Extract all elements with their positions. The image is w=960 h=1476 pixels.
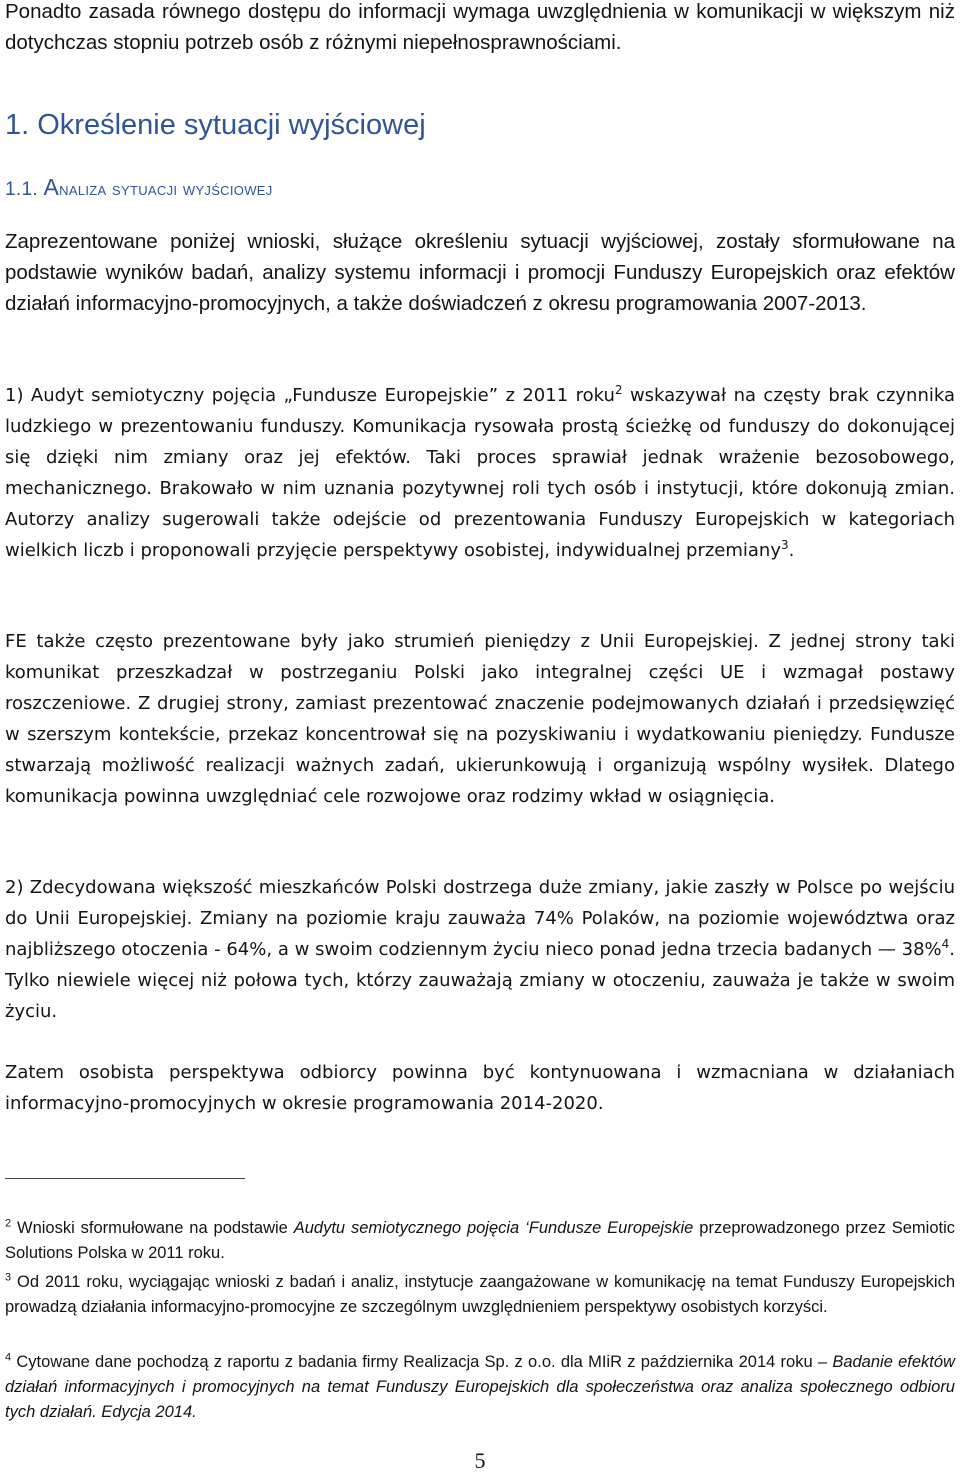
paragraph-money-stream: FE także często prezentowane były jako strumień pieniędzy z Unii Europejskiej. Z jednej strony taki komunikat przeszkadzał w postrzeganiu Polski jako integralnej części UE i wzmagał postawy roszczeniowe. Z drugiej strony, zamiast prezentować znaczenie podejmowanych działań i przedsięwzięć w szerszym kontekście, przekaz koncentrował się na pozyskiwaniu i wydatkowaniu pieniędzy. Fundusze stwarzają możliwość realizacji ważnych zadań, ukierunkowują i organizują wspólny wysiłek. Dlatego komunikacja powinna uwzględniać cele rozwojowe oraz rodzimy wkład w osiągnięcia. — [5, 631, 955, 807]
footnote-4 — [5, 1350, 955, 1425]
page-number: 5 — [474, 1448, 486, 1473]
subsection-lead-letter: A — [43, 174, 60, 200]
footnote-3 — [5, 1270, 955, 1320]
footnote-ref-2: 2 — [614, 383, 623, 397]
subsection-heading — [5, 174, 273, 201]
footnote-separator — [5, 1178, 245, 1179]
paragraph-changes-part-a: 2) Zdecydowana większość mieszkańców Polski dostrzega duże zmiany, jakie zaszły w Polsce po wejściu do Unii Europejskiej. Zmiany na poziomie kraju zauważa 74% Polaków, na poziomie województwa oraz najbliższego otoczenia - 64%, a w swoim codziennym życiu nieco ponad jedna trzecia badanych — 38% — [5, 877, 955, 960]
paragraph-audit-part-a: 1) Audyt semiotyczny pojęcia „Fundusze Europejskie” z 2011 roku — [5, 385, 615, 406]
paragraph-changes — [5, 872, 955, 1027]
subsection-number: 1.1. — [5, 179, 38, 200]
paragraph-changes-part-b: . Tylko niewiele więcej niż połowa tych, którzy zauważają zmiany w otoczeniu, zauważa je także w swoim życiu. — [5, 939, 955, 1022]
footnote-2-text-b: przeprowadzonego przez Semiotic Solutions Polska w 2011 roku. — [5, 1219, 956, 1262]
footnote-2 — [5, 1216, 955, 1266]
footnote-4-text: Cytowane dane pochodzą z raportu z badania firmy Realizacja Sp. z o.o. dla MIiR z października 2014 roku – — [11, 1353, 833, 1371]
footnote-2-title: Audytu semiotycznego pojęcia ‘Fundusze Europejskie — [293, 1219, 694, 1237]
footnote-ref-3: 3 — [781, 538, 789, 552]
intro-paragraph: Ponadto zasada równego dostępu do informacji wymaga uwzględnienia w komunikacji w większym niż dotychczas stopniu potrzeb osób z różnymi niepełnosprawnościami. — [5, 0, 955, 54]
section-heading: 1. Określenie sytuacji wyjściowej — [5, 109, 426, 141]
paragraph-audit-part-b: wskazywał na częsty brak czynnika ludzkiego w prezentowaniu funduszy. Komunikacja rysowała prostą ścieżkę od funduszy do dokonującej się dzięki nim zmiany oraz jej efektów. Taki proces sprawiał jednak wrażenie bezosobowego, mechanicznego. Brakowało w nim uznania pozytywnej roli tych osób i instytucji, które dokonują zmian. Autorzy analizy sugerowali także odejście od prezentowania Funduszy Europejskich w kategoriach wielkich liczb i proponowali przyjęcie perspektywy osobistej, indywidualnej przemiany — [5, 385, 955, 561]
paragraph-audit — [5, 380, 955, 566]
footnote-3-number: 3 — [5, 1271, 12, 1284]
footnote-4-number: 4 — [5, 1351, 12, 1364]
footnote-ref-4: 4 — [941, 937, 950, 951]
footnote-3-text: Od 2011 roku, wyciągając wnioski z badań i analiz, instytucje zaangażowane w komunikację na temat Funduszy Europejskich prowadzą działania informacyjno-promocyjne ze szczególnym uwzględnieniem perspektywy osobistych korzyści. — [5, 1273, 955, 1316]
subsection-title: naliza sytuacji wyjściowej — [59, 179, 273, 200]
paragraph-audit-part-c: . — [788, 540, 795, 561]
footnote-2-text-a: Wnioski sformułowane na podstawie — [11, 1219, 294, 1237]
paragraph-conclusions: Zaprezentowane poniżej wnioski, służące określeniu sytuacji wyjściowej, zostały sformułowane na podstawie wyników badań, analizy systemu informacji i promocji Funduszy Europejskich oraz efektów działań informacyjno-promocyjnych, a także doświadczeń z okresu programowania 2007-2013. — [5, 230, 955, 315]
paragraph-conclusion: Zatem osobista perspektywa odbiorcy powinna być kontynuowana i wzmacniana w działaniach informacyjno-promocyjnych w okresie programowania 2014-2020. — [5, 1062, 955, 1114]
footnote-4-title: Badanie efektów działań informacyjnych i promocyjnych na temat Funduszy Europejskich dla społeczeństwa oraz analiza społecznego odbioru tych działań. Edycja 2014. — [5, 1353, 955, 1421]
footnote-2-number: 2 — [5, 1217, 12, 1230]
